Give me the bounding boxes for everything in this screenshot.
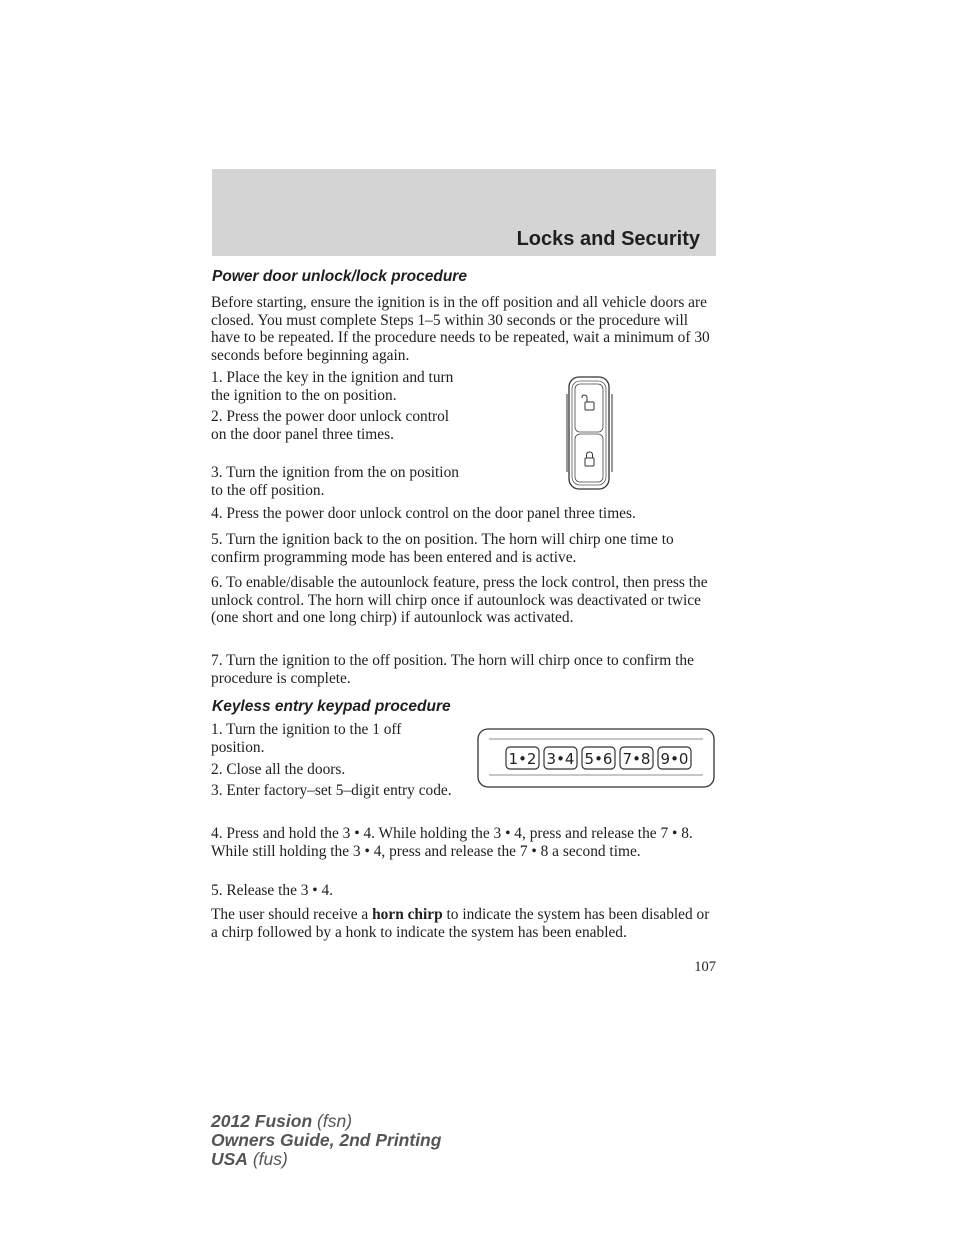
svg-text:7•8: 7•8 [622,750,651,768]
keypad-key-3 [582,747,615,769]
keypad-step-2: 2. Close all the doors. [211,761,346,778]
step-5: 5. Turn the ignition back to the on position. The horn will chirp one time to confirm programming mode has been entered and is active. [211,531,674,566]
svg-text:1•2: 1•2 [508,750,537,768]
keypad-step-3: 3. Enter factory–set 5–digit entry code. [211,782,452,799]
step-4: 4. Press the power door unlock control on the door panel three times. [211,505,636,522]
svg-text:9•0: 9•0 [660,750,689,768]
keypad-key-2 [544,747,577,769]
step-3: 3. Turn the ignition from the on position to the off position. [211,464,459,499]
keypad-key-4 [620,747,653,769]
keypad-key-5 [658,747,691,769]
closing-paragraph: The user should receive a horn chirp to indicate the system has been disabled or a chirp followed by a honk to indicate the system has been enabled. [211,906,710,941]
section-title: Locks and Security [516,228,700,250]
section-header-band [212,169,716,256]
svg-text:5•6: 5•6 [584,750,613,768]
keypad-step-5: 5. Release the 3 • 4. [211,882,334,899]
door-lock-switch-illustration [563,376,617,490]
step-6: 6. To enable/disable the autounlock feature, press the lock control, then press the unlock control. The horn will chirp once if autounlock was deactivated or twice (one short and one long chirp) if autounlock was activated. [211,574,708,626]
step-7: 7. Turn the ignition to the off position. The horn will chirp once to confirm the procedure is complete. [211,652,694,687]
subheading-keypad: Keyless entry keypad procedure [212,698,451,715]
keypad-step-4: 4. Press and hold the 3 • 4. While holding the 3 • 4, press and release the 7 • 8. While still holding the 3 • 4, press and release the 7 • 8 a second time. [211,825,693,860]
keypad-key-1 [506,747,539,769]
page-number: 107 [694,959,716,975]
step-1: 1. Place the key in the ignition and turn the ignition to the on position. [211,369,454,404]
keypad-step-1: 1. Turn the ignition to the 1 off position. [211,721,402,756]
step-2: 2. Press the power door unlock control on the door panel three times. [211,408,450,443]
document-footer: 2012 Fusion (fsn) Owners Guide, 2nd Printing USA (fus) [211,1111,442,1169]
bold-horn-chirp: horn chirp [372,906,443,923]
intro-paragraph: Before starting, ensure the ignition is in the off position and all vehicle doors are closed. You must complete Steps 1–5 within 30 seconds or the procedure will have to be repeated. If the procedure needs to be repeated, wait a minimum of 30 seconds before beginning again. [211,294,710,364]
svg-text:3•4: 3•4 [546,750,575,768]
subheading-power-door: Power door unlock/lock procedure [212,268,467,285]
keyless-keypad-illustration [477,728,715,788]
